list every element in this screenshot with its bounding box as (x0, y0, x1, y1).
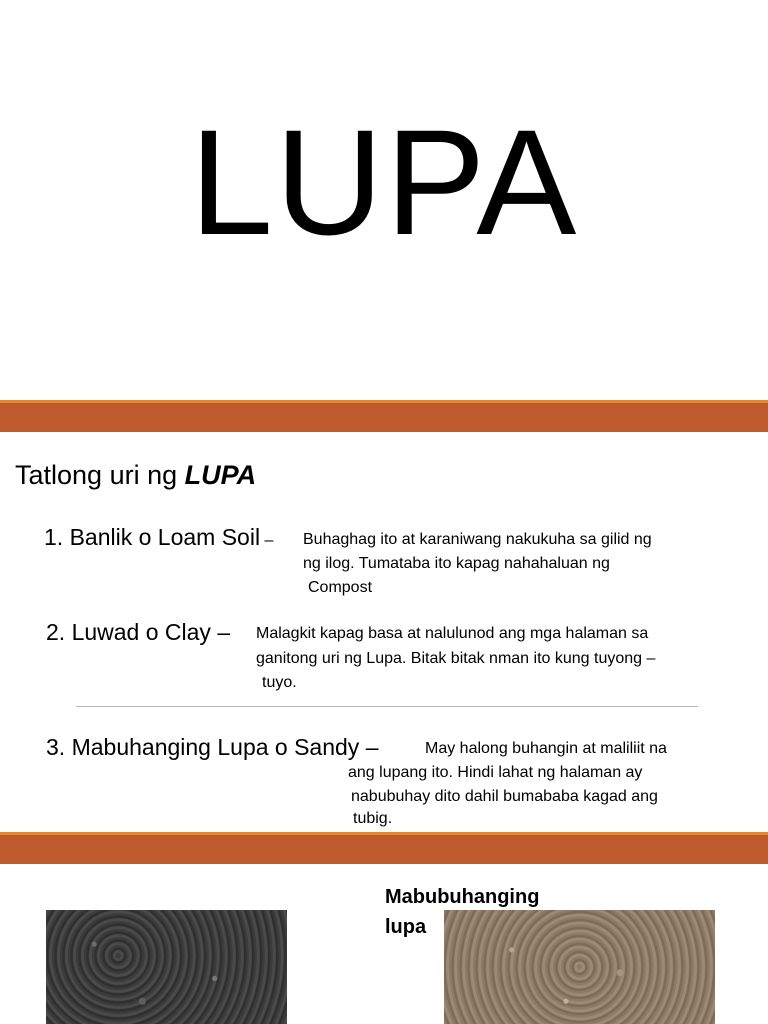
label-line1: Mabubuhanging (385, 886, 540, 908)
sandy-desc-line2: ang lupang ito. Hindi lahat ng halaman ay (348, 764, 643, 781)
loam-desc-line2: ng ilog. Tumataba ito kapag nahahaluan ng (303, 555, 610, 572)
list-item-loam (44, 524, 273, 551)
slide-separator (0, 832, 768, 864)
list-item-sandy: 3. Mabuhanging Lupa o Sandy – (46, 734, 379, 760)
slide-separator (0, 400, 768, 432)
sandy-desc-line3: nabubuhay dito dahil bumababa kagad ang (351, 788, 658, 805)
loam-desc-line1: Buhaghag ito at karaniwang nakukuha sa gilid ng (303, 531, 652, 548)
clay-desc-line3: tuyo. (262, 674, 297, 691)
loam-desc-line3: Compost (308, 579, 373, 596)
sandy-desc-line4: tubig. (353, 810, 393, 827)
slide-title-text: LUPA (189, 98, 579, 266)
sandy-soil-photo (444, 910, 715, 1024)
heading-emphasis: LUPA (184, 460, 257, 490)
heading-prefix: Tatlong uri ng (15, 460, 185, 490)
item-dash: – (260, 532, 274, 549)
list-item-clay: 2. Luwad o Clay – (46, 619, 231, 645)
divider (76, 706, 698, 707)
slide-soil-types (0, 432, 768, 832)
slide-title (0, 0, 768, 400)
sandy-desc-line1: May halong buhangin at maliliit na (425, 740, 667, 757)
slide-soil-photos (0, 864, 768, 1024)
item-label: 1. Banlik o Loam Soil (44, 524, 261, 550)
label-line2: lupa (385, 916, 427, 938)
slide-heading (15, 460, 256, 491)
loam-soil-photo (46, 910, 287, 1024)
clay-desc-line1: Malagkit kapag basa at nalulunod ang mga halaman sa (256, 625, 649, 642)
clay-desc-line2: ganitong uri ng Lupa. Bitak bitak nman ito kung tuyong – (256, 650, 656, 667)
